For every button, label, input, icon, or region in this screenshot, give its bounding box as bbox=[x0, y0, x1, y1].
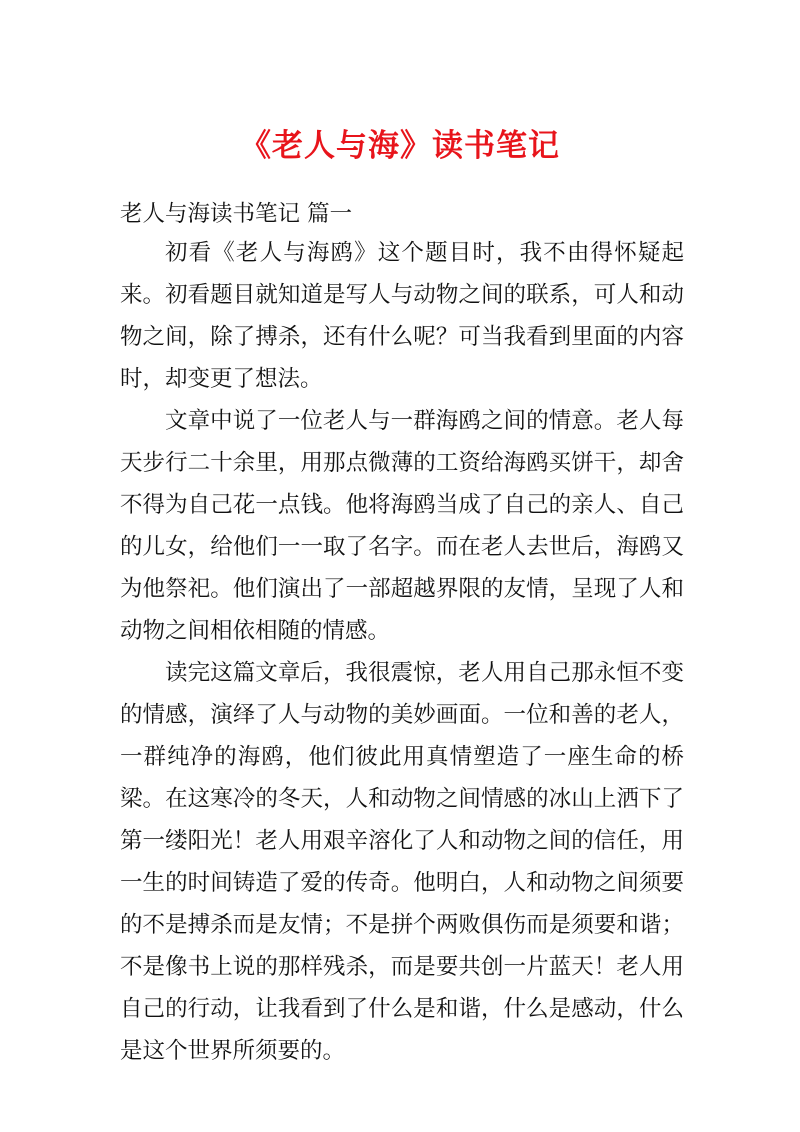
paragraph-1: 初看《老人与海鸥》这个题目时，我不由得怀疑起来。初看题目就知道是写人与动物之间的联系，可人和动物之间，除了搏杀，还有什么呢？可当我看到里面的内容时，却变更了想法。 bbox=[120, 240, 684, 392]
paragraph-3: 读完这篇文章后，我很震惊，老人用自己那永恒不变的情感，演绎了人与动物的美妙画面。一位和善的老人，一群纯净的海鸥，他们彼此用真情塑造了一座生命的桥梁。在这寒冷的冬天，人和动物之间情感的冰山上洒下了第一缕阳光！老人用艰辛溶化了人和动物之间的信任，用一生的时间铸造了爱的传奇。他明白，人和动物之间须要的不是搏杀而是友情；不是拼个两败俱伤而是须要和谐；不是像书上说的那样残杀，而是要共创一片蓝天！老人用自己的行动，让我看到了什么是和谐，什么是感动，什么是这个世界所须要的。 bbox=[120, 660, 684, 1064]
document-title: 《老人与海》读书笔记 bbox=[240, 128, 560, 164]
paragraph-2: 文章中说了一位老人与一群海鸥之间的情意。老人每天步行二十余里，用那点微薄的工资给海鸥买饼干，却舍不得为自己花一点钱。他将海鸥当成了自己的亲人、自己的儿女，给他们一一取了名字。而在老人去世后，海鸥又为他祭祀。他们演出了一部超越界限的友情，呈现了人和动物之间相依相随的情感。 bbox=[120, 408, 684, 644]
section-heading: 老人与海读书笔记 篇一 bbox=[120, 201, 353, 227]
document-body bbox=[120, 196, 684, 1072]
